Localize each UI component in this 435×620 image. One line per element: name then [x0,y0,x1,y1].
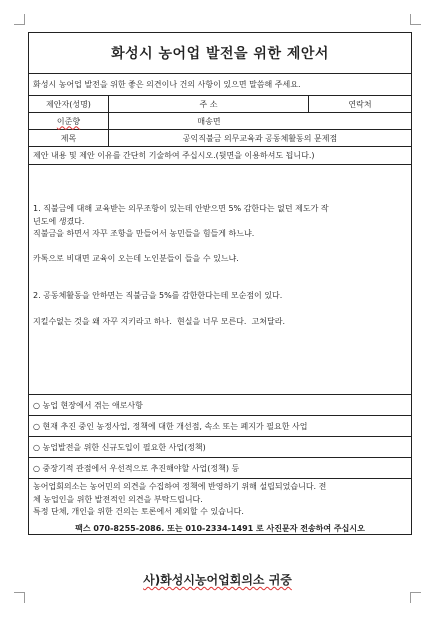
footer-line: 체 농업인을 위한 발전적인 의견을 부탁드립니다. [33,494,203,504]
contact-label: 연락처 [348,99,372,109]
page-corner-mark [410,14,421,25]
proposal-form [28,32,412,535]
footer-line: 농어업회의소는 농어민의 의견을 수집하여 정책에 반영하기 위해 설립되었습니다. 전 [33,482,327,491]
form-title: 화성시 농어업 발전을 위한 제안서 [29,33,411,74]
footer-line: 특정 단체, 개인을 위한 건의는 토론에서 제외할 수 있습니다. [33,507,244,516]
option-item: ○ 농업 현장에서 겪는 애로사항 [29,395,411,416]
footer-notice [29,479,411,523]
address-label: 주 소 [109,96,309,112]
content-line: 지킬수없는 것을 왜 자꾸 지키라고 하나. 현실을 너무 모른다. 고쳐달라. [33,316,285,326]
name-label: 제안자(성명) [29,96,109,112]
content-line: 2. 공동체활동을 안하면는 직불금을 5%를 감한한다는데 모순점이 있다. [33,291,283,300]
subject-value[interactable]: 공익직불금 의무교육과 공동체활동의 문제점 [182,133,338,143]
contact-value[interactable] [309,113,411,129]
page-corner-mark [14,14,25,25]
option-item: ○ 중장기적 관점에서 우선적으로 추진해야할 사업(정책) 등 [29,458,411,479]
signature: 사)화성시농어업회의소 귀중 [143,573,292,587]
subject-row [29,130,411,147]
proposer-header-row [29,96,411,113]
proposal-content[interactable] [29,165,411,395]
name-value[interactable]: 이준향 [29,113,109,129]
intro-text: 화성시 농어업 발전을 위한 좋은 의견이나 건의 사항이 있으면 말씀해 주세요. [29,74,411,96]
fax-notice: 팩스 070-8255-2086. 또는 010-2334-1491 로 사진문자 전송하여 주십시오 [75,524,365,533]
proposer-value-row [29,113,411,130]
page-corner-mark [410,592,421,603]
address-value[interactable]: 매송면 [197,116,221,126]
option-item: ○ 현재 추진 중인 농정사업, 정책에 대한 개선점, 속소 또는 폐지가 필요한 사업 [29,416,411,437]
content-line: 년도에 생겼다. [33,216,85,226]
content-line: 카톡으로 비대면 교육이 오는데 노인분들이 들을 수 있느냐. [33,253,239,263]
instruction-text: 제안 내용 및 제안 이유를 간단히 기술하여 주십시오.(뒷면을 이용하셔도 됩니다.) [29,147,411,165]
option-item: ○ 농업발전을 위한 신규도입이 필요한 사업(정책) [29,437,411,458]
content-line: 1. 직불금에 대해 교육받는 의무조항이 있는데 안받으면 5% 감한다는 없던 제도가 작 [33,204,329,213]
subject-label: 제목 [29,130,109,146]
content-line: 직불금을 하면서 자꾸 조항을 만들어서 농민들을 힘들게 하느냐. [33,229,255,238]
page-corner-mark [14,592,25,603]
